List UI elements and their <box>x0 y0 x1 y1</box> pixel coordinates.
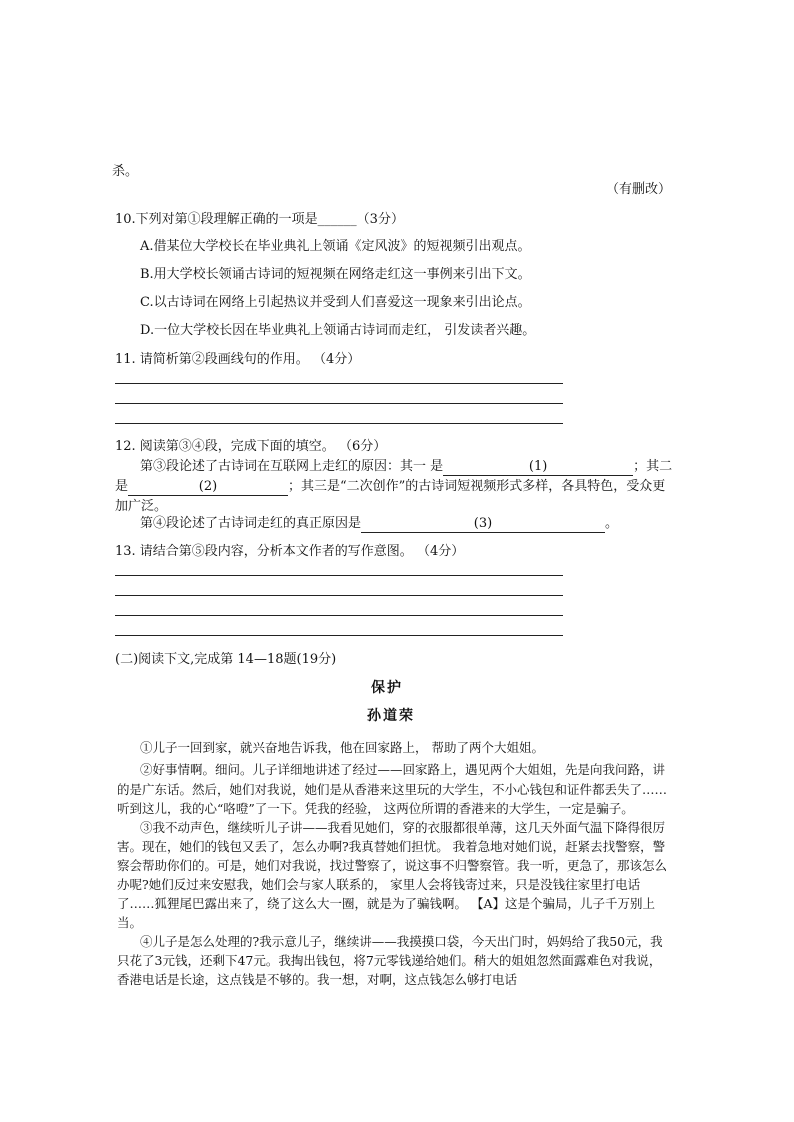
story-line: 办呢?她们反过来安慰我，她们会与家人联系的， 家里人会将钱寄过来，只是没钱往家里打电话 <box>117 877 641 892</box>
question-12-text: ；其二 <box>633 459 673 474</box>
answer-line[interactable] <box>115 383 563 384</box>
question-12-text: 。 <box>605 516 619 531</box>
story-line: 当。 <box>117 915 143 930</box>
story-title: 保护 <box>371 680 403 696</box>
question-12-text: 第④段论述了古诗词走红的真正原因是 <box>140 516 362 531</box>
continued-fragment: 杀。 <box>112 164 139 179</box>
section-2-heading: (二)阅读下文,完成第 14—18题(19分) <box>115 652 337 667</box>
question-12-text: 第③段论述了古诗词在互联网上走红的原因：其一 是 <box>140 459 444 474</box>
question-10-option-c: C.以古诗词在网络上引起热议并受到人们喜爱这一现象来引出论点。 <box>140 295 531 310</box>
story-line: 害。现在，她们的钱包又丢了，怎么办啊?我真替她们担忧。 我着急地对她们说，赶紧去找警察，警 <box>117 839 666 854</box>
source-note: （有删改） <box>606 182 672 197</box>
story-line: ④儿子是怎么处理的?我示意儿子，继续讲——我摸摸口袋，今天出门时，妈妈给了我50元，我 <box>140 934 663 949</box>
story-line: 察会帮助你们的。可是，她们对我说，找过警察了，说这事不归警察管。我一听，更急了，那该怎么 <box>117 858 668 873</box>
answer-line[interactable] <box>115 595 563 596</box>
question-12-line-3: 加广泛。 <box>115 499 168 514</box>
question-12-line-4 <box>140 514 618 534</box>
story-line: ②好事情啊。细问。儿子详细地讲述了经过——回家路上，遇见两个大姐姐，先是向我问路，讲 <box>140 762 666 777</box>
blank-2[interactable]: (2) <box>128 479 288 496</box>
question-10-option-a: A.借某位大学校长在毕业典礼上领诵《定风波》的短视频引出观点。 <box>140 239 531 254</box>
answer-line[interactable] <box>115 575 563 576</box>
blank-3[interactable]: (3) <box>361 516 605 533</box>
question-10-option-d: D.一位大学校长因在毕业典礼上领诵古诗词而走红， 引发读者兴趣。 <box>140 323 536 338</box>
question-12-line-1 <box>140 457 672 477</box>
story-line: ③我不动声色，继续听儿子讲——我看见她们，穿的衣服都很单薄，这几天外面气温下降得很厉 <box>140 820 666 835</box>
answer-line[interactable] <box>115 403 563 404</box>
question-12-text: ；其三是“二次创作”的古诗词短视频形式多样，各具特色，受众更 <box>288 479 666 494</box>
story-author: 孙道荣 <box>367 708 415 724</box>
answer-line[interactable] <box>115 423 563 424</box>
story-line: 听到这儿，我的心“咯噔”了一下。凭我的经验， 这两位所谓的香港来的大学生，一定是骗子。 <box>117 801 634 816</box>
question-11-stem: 11. 请简析第②段画线句的作用。 （4分） <box>115 352 361 367</box>
story-line: ①儿子一回到家，就兴奋地告诉我，他在回家路上， 帮助了两个大姐姐。 <box>140 740 544 755</box>
blank-1[interactable]: (1) <box>443 459 633 476</box>
question-12-line-2 <box>115 477 665 497</box>
question-12-text: 是 <box>115 479 129 494</box>
question-10-stem: 10.下列对第①段理解正确的一项是______（3分） <box>115 212 404 227</box>
story-line: 了……狐狸尾巴露出来了，绕了这么大一圈，就是为了骗钱啊。 【A】这是个骗局，儿子千万别上 <box>117 896 656 911</box>
story-line: 香港电话是长途，这点钱是不够的。我一想，对啊，这点钱怎么够打电话 <box>117 972 518 987</box>
story-line: 只花了3元钱，还剩下47元。我掏出钱包，将7元零钱递给她们。稍大的姐姐忽然面露难色对我说， <box>117 953 662 968</box>
question-13-stem: 13. 请结合第⑤段内容，分析本文作者的写作意图。 （4分） <box>115 544 465 559</box>
story-line: 的是广东话。然后，她们对我说，她们是从香港来这里玩的大学生，不小心钱包和证件都丢失了…… <box>117 782 668 797</box>
answer-line[interactable] <box>115 615 563 616</box>
question-10-option-b: B.用大学校长领诵古诗词的短视频在网络走红这一事例来引出下文。 <box>140 267 531 282</box>
question-12-stem: 12. 阅读第③④段，完成下面的填空。 （6分） <box>115 439 387 454</box>
answer-line[interactable] <box>115 635 563 636</box>
